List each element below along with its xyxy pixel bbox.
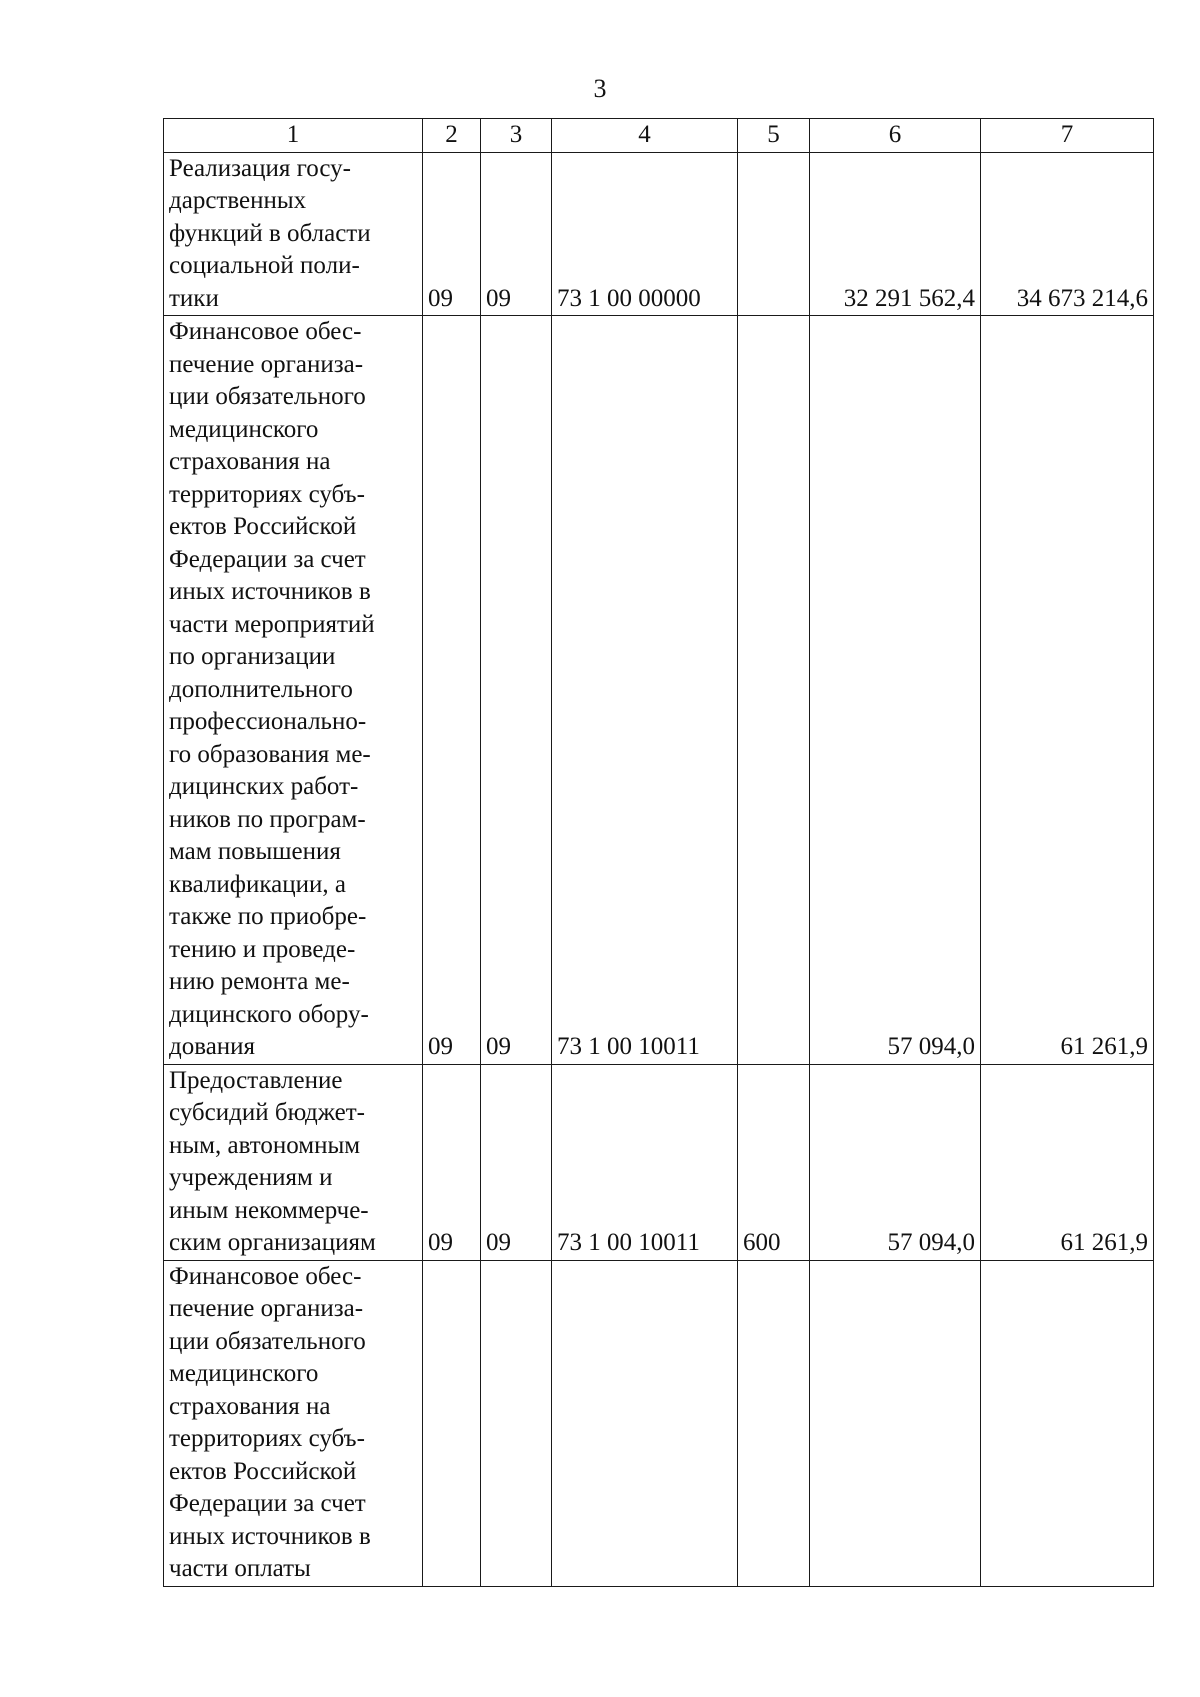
expense-type-cell	[738, 1260, 810, 1586]
row-name-cell: Финансовое обес- печение организа- ции обязательного медицинского страхования на территориях субъ- ектов Российской Федерации за счет иных источников в части оплаты	[164, 1260, 423, 1586]
section-cell: 09	[423, 1064, 481, 1260]
subsection-cell: 09	[481, 316, 552, 1065]
amount-cell-year-1: 32 291 562,4	[810, 152, 981, 316]
header-cell: 5	[738, 119, 810, 153]
header-cell: 2	[423, 119, 481, 153]
row-name-cell: Предоставление субсидий бюджет- ным, автономным учреждениям и иным некоммерче- ским организациям	[164, 1064, 423, 1260]
expense-type-cell: 600	[738, 1064, 810, 1260]
subsection-cell	[481, 1260, 552, 1586]
amount-cell-year-2: 61 261,9	[981, 316, 1154, 1065]
amount-cell-year-2: 61 261,9	[981, 1064, 1154, 1260]
header-cell: 6	[810, 119, 981, 153]
header-cell: 4	[552, 119, 738, 153]
section-cell: 09	[423, 316, 481, 1065]
amount-cell-year-1: 57 094,0	[810, 316, 981, 1065]
amount-cell-year-2	[981, 1260, 1154, 1586]
target-article-cell: 73 1 00 10011	[552, 316, 738, 1065]
amount-cell-year-2: 34 673 214,6	[981, 152, 1154, 316]
section-cell: 09	[423, 152, 481, 316]
amount-cell-year-1	[810, 1260, 981, 1586]
target-article-cell: 73 1 00 10011	[552, 1064, 738, 1260]
row-name-cell: Реализация госу- дарственных функций в области социальной поли- тики	[164, 152, 423, 316]
header-cell: 1	[164, 119, 423, 153]
header-row	[164, 119, 1154, 153]
page-number: 3	[593, 74, 607, 103]
row-name-cell: Финансовое обес- печение организа- ции обязательного медицинского страхования на территориях субъ- ектов Российской Федерации за счет иных источников в части мероприятий по организации дополнительного профессионально- го образования ме- дицинских работ- ников по програм- мам повышения квалификации, а также по приобре- тению и проведе- нию ремонта ме- дицинского обору- дования	[164, 316, 423, 1065]
section-cell	[423, 1260, 481, 1586]
header-cell: 7	[981, 119, 1154, 153]
expense-type-cell	[738, 316, 810, 1065]
amount-cell-year-1: 57 094,0	[810, 1064, 981, 1260]
table-row	[164, 1064, 1154, 1260]
table-row	[164, 1260, 1154, 1586]
budget-table	[163, 118, 1154, 1587]
table-row	[164, 152, 1154, 316]
header-cell: 3	[481, 119, 552, 153]
target-article-cell: 73 1 00 00000	[552, 152, 738, 316]
expense-type-cell	[738, 152, 810, 316]
target-article-cell	[552, 1260, 738, 1586]
table-row	[164, 316, 1154, 1065]
subsection-cell: 09	[481, 1064, 552, 1260]
subsection-cell: 09	[481, 152, 552, 316]
